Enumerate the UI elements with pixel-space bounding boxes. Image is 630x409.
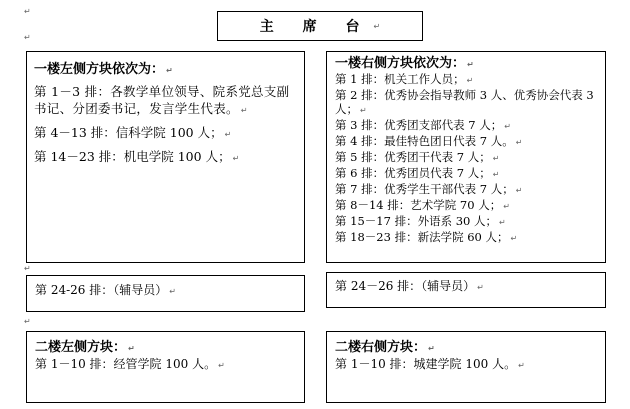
counselor-row: 第 24－26 排：（辅导员） ↵ — [335, 279, 484, 293]
right-second-floor-heading: 二楼右侧方块： ↵ — [335, 340, 435, 355]
left-second-floor-heading: 二楼左侧方块： ↵ — [35, 340, 135, 355]
list-item: 第 7 排：优秀学生干部代表 7 人； ↵ — [335, 182, 523, 196]
paragraph-mark: ↵ — [24, 7, 31, 16]
paragraph-mark: ↵ — [24, 317, 31, 326]
list-item: 第 1 排：机关工作人员； ↵ — [335, 72, 474, 86]
list-item: 第 1－3 排：各教学单位领导、院系党总支副书记、分团委书记，发言学生代表。 ↵ — [34, 84, 290, 116]
counselor-row: 第 24-26 排：（辅导员） ↵ — [35, 283, 176, 297]
right-counselor-box — [326, 272, 606, 308]
list-item: 第 15－17 排：外语系 30 人； ↵ — [335, 214, 506, 228]
list-item: 第 4－13 排：信科学院 100 人； ↵ — [34, 125, 232, 140]
list-item: 第 4 排：最佳特色团日代表 7 人。 ↵ — [335, 134, 523, 148]
page-title: 主 席 台 — [259, 19, 372, 35]
list-item: 第 18－23 排：新法学院 60 人； ↵ — [335, 230, 518, 244]
left-first-floor-box — [26, 51, 305, 263]
left-first-floor-heading: 一楼左侧方块依次为： ↵ — [34, 62, 173, 77]
right-second-floor-box — [326, 331, 606, 403]
title-box — [217, 11, 423, 41]
list-item: 第 1－10 排：经管学院 100 人。 ↵ — [35, 357, 225, 371]
list-item: 第 1－10 排：城建学院 100 人。 ↵ — [335, 357, 525, 371]
left-second-floor-box — [26, 331, 305, 403]
list-item: 第 14－23 排：机电学院 100 人； ↵ — [34, 149, 240, 164]
list-item: 第 8－14 排：艺术学院 70 人； ↵ — [335, 198, 510, 212]
left-counselor-box — [26, 275, 305, 312]
right-first-floor-box — [326, 51, 606, 263]
right-first-floor-heading: 一楼右侧方块依次为： ↵ — [335, 56, 474, 71]
paragraph-mark: ↵ — [24, 33, 31, 42]
list-item: 第 3 排：优秀团支部代表 7 人； ↵ — [335, 118, 511, 132]
paragraph-mark: ↵ — [373, 21, 381, 31]
list-item: 第 2 排：优秀协会指导教师 3 人、优秀协会代表 3 人； ↵ — [335, 88, 594, 116]
paragraph-mark: ↵ — [24, 264, 31, 273]
list-item: 第 6 排：优秀团员代表 7 人； ↵ — [335, 166, 500, 180]
list-item: 第 5 排：优秀团干代表 7 人； ↵ — [335, 150, 500, 164]
